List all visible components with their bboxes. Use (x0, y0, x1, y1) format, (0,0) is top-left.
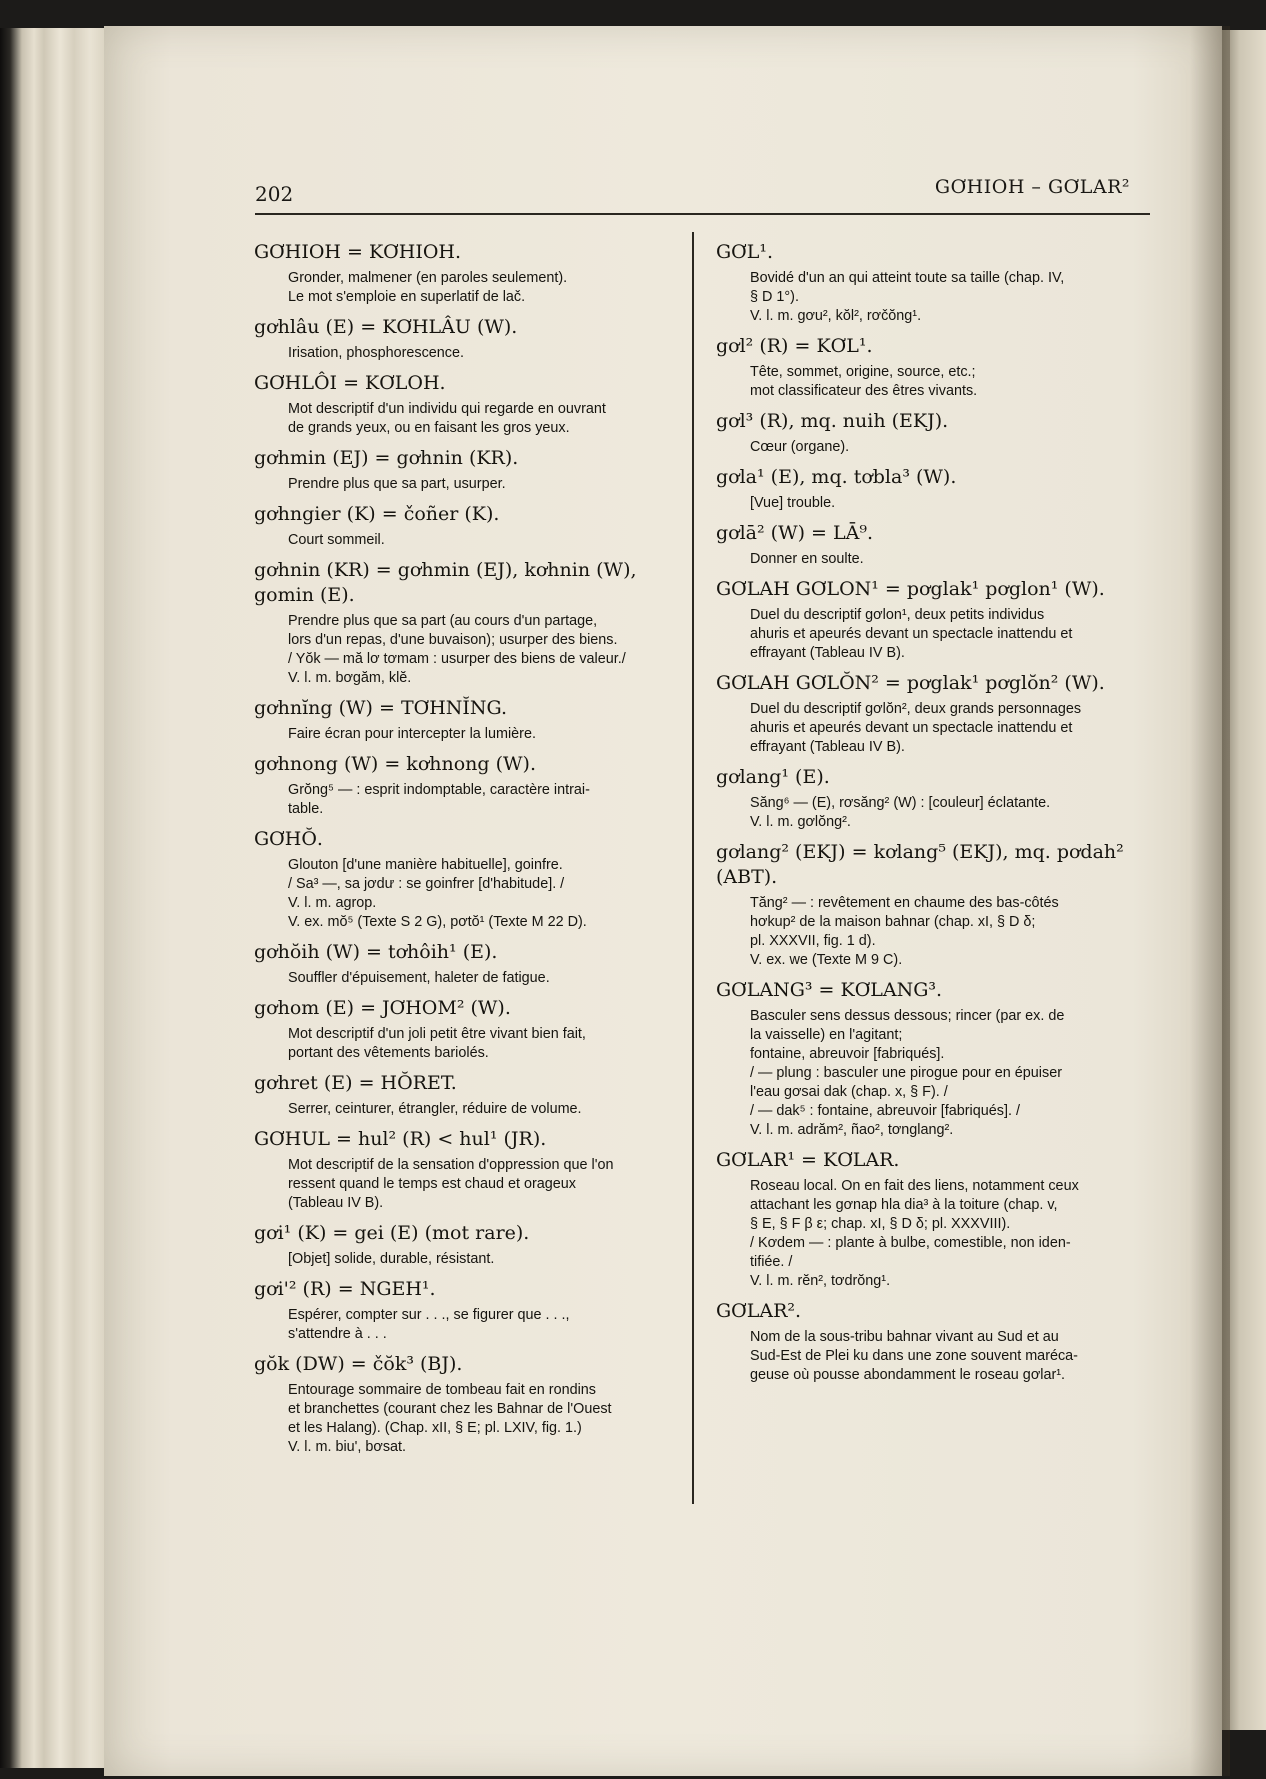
entry-headword: gŏk (DW) = čŏk³ (BJ). (254, 1353, 463, 1375)
dictionary-entry (716, 978, 1152, 1140)
entry-headword: GƠL¹. (716, 241, 774, 263)
dictionary-entry (254, 1071, 686, 1119)
entry-definition-line: Prendre plus que sa part, usurper. (288, 476, 506, 492)
running-head: GƠHIOH – GƠLAR² (934, 176, 1130, 198)
entry-definition-line: / — dak⁵ : fontaine, abreuvoir [fabriqués]. / (750, 1103, 1020, 1119)
entry-definition-line: Mot descriptif de la sensation d'oppression que l'on (288, 1157, 614, 1173)
entry-definition-line: Serrer, ceinturer, étrangler, réduire de volume. (288, 1101, 582, 1117)
dictionary-entry (716, 765, 1152, 832)
entry-definition-line: ahuris et apeurés devant un spectacle inattendu et (750, 626, 1073, 642)
entry-definition-line: l'eau gơsai dak (chap. x, § F). / (750, 1084, 948, 1100)
dictionary-entry (254, 371, 686, 438)
entry-definition-line: V. l. m. gơu², kŏl², rơčŏng¹. (750, 308, 922, 324)
dictionary-entry (254, 446, 686, 494)
entry-headword: gơhnong (W) = kơhnong (W). (254, 753, 537, 775)
dictionary-entry (254, 1277, 686, 1344)
entry-headword: GƠHŎ. (254, 828, 323, 850)
entry-headword: GƠHUL = hul² (R) < hul¹ (JR). (254, 1128, 547, 1150)
entry-definition-line: ressent quand le temps est chaud et orageux (288, 1176, 576, 1192)
left-column (254, 240, 686, 1465)
entry-headword: GƠLANG³ = KƠLANG³. (716, 979, 943, 1001)
entry-definition-line: V. l. m. gơlŏng². (750, 814, 851, 830)
entry-headword: gơhlâu (E) = KƠHLÂU (W). (254, 316, 518, 338)
entry-definition-line: tifiée. / (750, 1254, 793, 1270)
entry-headword: GƠLAR¹ = KƠLAR. (716, 1149, 900, 1171)
entry-definition-line: Cœur (organe). (750, 439, 850, 455)
entry-definition-line: portant des vêtements bariolés. (288, 1045, 489, 1061)
entry-headword: GƠHLÔI = KƠLOH. (254, 372, 446, 394)
entry-definition-line: lors d'un repas, d'une buvaison); usurper des biens. (288, 632, 618, 648)
entry-headword: gơhnĭng (W) = TƠHNĬNG. (254, 697, 508, 719)
entry-headword: gơhŏih (W) = tơhôih¹ (E). (254, 941, 498, 963)
dictionary-entry (716, 521, 1152, 569)
dictionary-entry (254, 502, 686, 550)
dictionary-entry (716, 409, 1152, 457)
entry-definition-line: [Objet] solide, durable, résistant. (288, 1251, 495, 1267)
entry-definition-line: Tăng² — : revêtement en chaume des bas-côtés (750, 895, 1059, 911)
entry-definition-line: et les Halang). (Chap. xII, § E; pl. LXIV, fig. 1.) (288, 1420, 582, 1436)
entry-headword: gơlang² (EKJ) = kơlang⁵ (EKJ), mq. pơdah² (ABT). (716, 841, 1124, 888)
entry-definition-line: Gronder, malmener (en paroles seulement). (288, 270, 568, 286)
dictionary-entry (716, 577, 1152, 663)
entry-definition-line: Duel du descriptif gơlŏn², deux grands personnages (750, 701, 1082, 717)
dictionary-entry (254, 996, 686, 1063)
entry-definition-line: V. l. m. rĕn², tơdrŏng¹. (750, 1273, 891, 1289)
entry-definition-line: mot classificateur des êtres vivants. (750, 383, 978, 399)
entry-definition-line: la vaisselle) en l'agitant; (750, 1027, 903, 1043)
entry-definition-line: / — plung : basculer une pirogue pour en épuiser (750, 1065, 1062, 1081)
dictionary-entry (716, 1148, 1152, 1291)
entry-definition-line: V. l. m. biu', bơsat. (288, 1439, 407, 1455)
entry-definition-line: Sud-Est de Plei ku dans une zone souvent maréca- (750, 1348, 1078, 1364)
dictionary-entry (254, 696, 686, 744)
dictionary-entry (254, 315, 686, 363)
entry-headword: gơhret (E) = HŎRET. (254, 1072, 457, 1094)
dictionary-entry (716, 240, 1152, 326)
entry-definition-line: § E, § F β ε; chap. xI, § D δ; pl. XXXVIII). (750, 1216, 1011, 1232)
dictionary-entry (254, 940, 686, 988)
dictionary-entry (716, 465, 1152, 513)
entry-headword: GƠLAH GƠLŎN² = pơglak¹ pơglŏn² (W). (716, 672, 1105, 694)
entry-headword: gơhmin (EJ) = gơhnin (KR). (254, 447, 519, 469)
entry-definition-line: Irisation, phosphorescence. (288, 345, 464, 361)
entry-definition-line: Espérer, compter sur . . ., se figurer que . . ., (288, 1307, 570, 1323)
entry-definition-line: / Yŏk — mă lơ tơmam : usurper des biens de valeur./ (288, 651, 626, 667)
entry-definition-line: Donner en soulte. (750, 551, 864, 567)
entry-definition-line: Le mot s'emploie en superlatif de lač. (288, 289, 526, 305)
entry-definition-line: V. ex. mŏ⁵ (Texte S 2 G), pơtŏ¹ (Texte M 22 D). (288, 914, 587, 930)
dictionary-entry (254, 1221, 686, 1269)
entry-definition-line: de grands yeux, ou en faisant les gros yeux. (288, 420, 570, 436)
entry-headword: gơhom (E) = JƠHOM² (W). (254, 997, 511, 1019)
dictionary-entry (254, 827, 686, 932)
entry-definition-line: ahuris et apeurés devant un spectacle inattendu et (750, 720, 1073, 736)
dictionary-entry (254, 1127, 686, 1213)
entry-definition-line: Roseau local. On en fait des liens, notamment ceux (750, 1178, 1079, 1194)
entry-definition-line: V. ex. we (Texte M 9 C). (750, 952, 903, 968)
dictionary-entry (716, 840, 1152, 970)
dictionary-entry (716, 334, 1152, 401)
entry-headword: GƠLAR². (716, 1300, 802, 1322)
entry-definition-line: effrayant (Tableau IV B). (750, 739, 905, 755)
entry-definition-line: V. l. m. agrop. (288, 895, 377, 911)
entry-definition-line: Nom de la sous-tribu bahnar vivant au Sud et au (750, 1329, 1059, 1345)
entry-definition-line: Court sommeil. (288, 532, 385, 548)
entry-definition-line: attachant les gơnap hla dia³ à la toiture (chap. v, (750, 1197, 1058, 1213)
entry-definition-line: pl. XXXVII, fig. 1 d). (750, 933, 876, 949)
entry-definition-line: Souffler d'épuisement, haleter de fatigue. (288, 970, 550, 986)
entry-definition-line: Săng⁶ — (E), rơsăng² (W) : [couleur] éclatante. (750, 795, 1051, 811)
entry-definition-line: V. l. m. bơgăm, klĕ. (288, 670, 412, 686)
page-header (150, 176, 1150, 212)
right-column (716, 240, 1152, 1393)
entry-definition-line: Glouton [d'une manière habituelle], goinfre. (288, 857, 563, 873)
entry-definition-line: Mot descriptif d'un joli petit être vivant bien fait, (288, 1026, 586, 1042)
entry-definition-line: et branchettes (courant chez les Bahnar de l'Ouest (288, 1401, 612, 1417)
entry-definition-line: geuse où pousse abondamment le roseau gơlar¹. (750, 1367, 1066, 1383)
entry-definition-line: § D 1°). (750, 289, 799, 305)
entry-definition-line: table. (288, 801, 324, 817)
dictionary-entry (254, 752, 686, 819)
header-rule (255, 213, 1150, 215)
entry-headword: GƠLAH GƠLON¹ = pơglak¹ pơglon¹ (W). (716, 578, 1105, 600)
entry-definition-line: Mot descriptif d'un individu qui regarde en ouvrant (288, 401, 606, 417)
entry-definition-line: Grŏng⁵ — : esprit indomptable, caractère intrai- (288, 782, 590, 798)
entry-definition-line: [Vue] trouble. (750, 495, 836, 511)
entry-definition-line: / Kơdem — : plante à bulbe, comestible, non iden- (750, 1235, 1071, 1251)
column-rule (692, 232, 694, 1504)
dictionary-entry (254, 1352, 686, 1457)
entry-definition-line: Duel du descriptif gơlon¹, deux petits individus (750, 607, 1045, 623)
entry-definition-line: Bovidé d'un an qui atteint toute sa taille (chap. IV, (750, 270, 1065, 286)
entry-definition-line: V. l. m. adrăm², ñao², tơnglang². (750, 1122, 954, 1138)
entry-headword: gơla¹ (E), mq. tơbla³ (W). (716, 466, 957, 488)
entry-definition-line: fontaine, abreuvoir [fabriqués]. (750, 1046, 945, 1062)
entry-definition-line: / Sa³ —, sa jơdư : se goinfrer [d'habitude]. / (288, 876, 565, 892)
entry-headword: gơl³ (R), mq. nuih (EKJ). (716, 410, 949, 432)
entry-headword: gơi¹ (K) = gei (E) (mot rare). (254, 1222, 530, 1244)
gutter-shadow (1190, 26, 1230, 1776)
dictionary-entry (716, 671, 1152, 757)
entry-headword: gơlā² (W) = LĀ⁹. (716, 522, 874, 544)
entry-definition-line: (Tableau IV B). (288, 1195, 384, 1211)
entry-headword: gơhnin (KR) = gơhmin (EJ), kơhnin (W), gomin (E). (254, 559, 637, 606)
entry-definition-line: Basculer sens dessus dessous; rincer (par ex. de (750, 1008, 1065, 1024)
dictionary-entry (254, 558, 686, 688)
entry-definition-line: Prendre plus que sa part (au cours d'un partage, (288, 613, 598, 629)
page-number: 202 (255, 182, 294, 206)
entry-headword: gơl² (R) = KƠL¹. (716, 335, 873, 357)
book-page-edges (0, 28, 120, 1768)
entry-definition-line: s'attendre à . . . (288, 1326, 387, 1342)
entry-definition-line: Entourage sommaire de tombeau fait en rondins (288, 1382, 596, 1398)
entry-headword: gơi'² (R) = NGEH¹. (254, 1278, 436, 1300)
dictionary-entry (716, 1299, 1152, 1385)
entry-definition-line: hơkup² de la maison bahnar (chap. xI, § D δ; (750, 914, 1036, 930)
entry-headword: GƠHIOH = KƠHIOH. (254, 241, 462, 263)
entry-headword: gơlang¹ (E). (716, 766, 830, 788)
entry-definition-line: Faire écran pour intercepter la lumière. (288, 726, 536, 742)
entry-definition-line: effrayant (Tableau IV B). (750, 645, 905, 661)
dictionary-entry (254, 240, 686, 307)
entry-definition-line: Tête, sommet, origine, source, etc.; (750, 364, 976, 380)
entry-headword: gơhngier (K) = čoñer (K). (254, 503, 500, 525)
